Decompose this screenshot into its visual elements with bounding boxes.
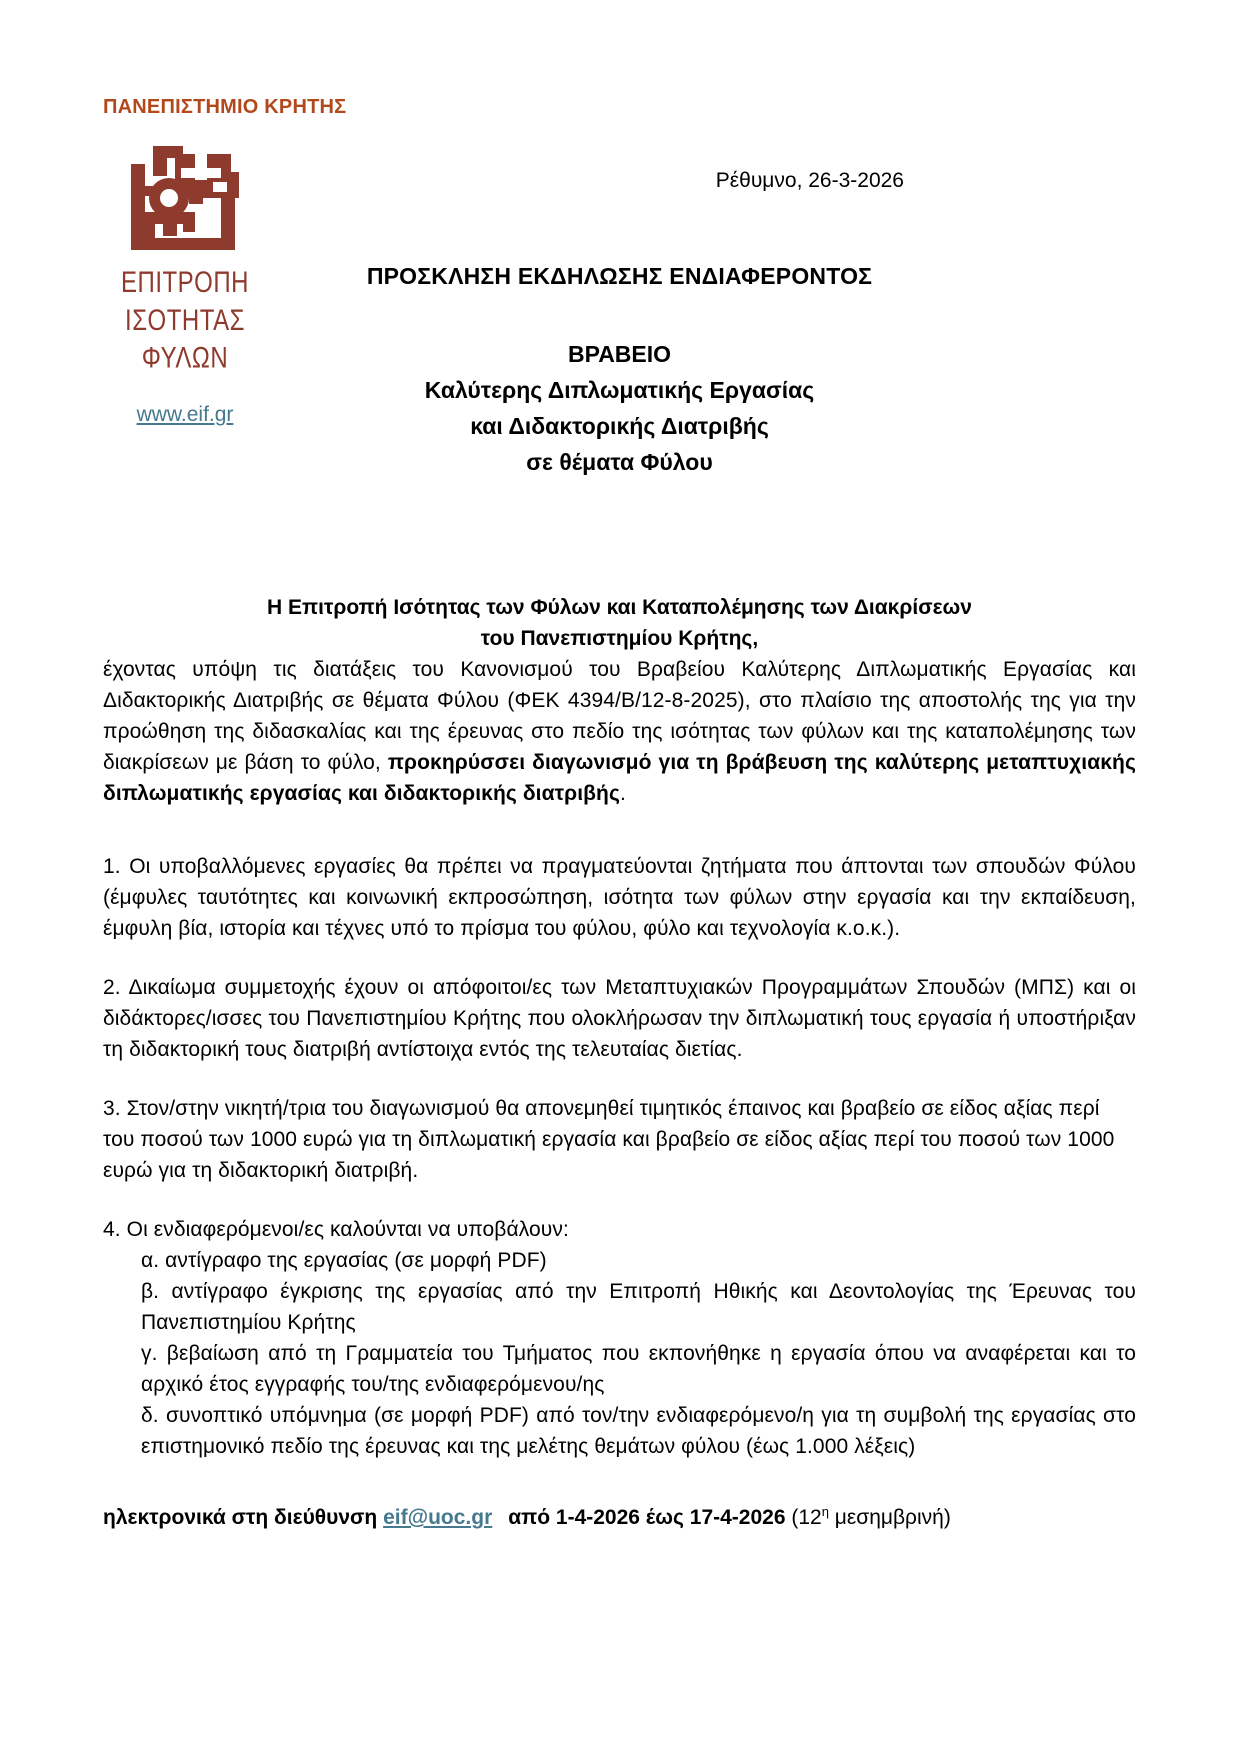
subtitle-line-4: σε θέματα Φύλου — [526, 449, 713, 475]
item-4-sub-list — [103, 1245, 1136, 1462]
date-line: Ρέθυμνο, 26-3-2026 — [715, 169, 904, 192]
logo-block — [118, 146, 252, 427]
sub-item-a: α. αντίγραφο της εργασίας (σε μορφή PDF) — [141, 1249, 547, 1272]
email-link[interactable]: eif@uoc.gr — [383, 1506, 493, 1529]
logo-caption-line-2: ΙΣΟΤΗΤΑΣ — [125, 304, 245, 338]
numbered-item-2: 2. Δικαίωμα συμμετοχής έχουν οι απόφοιτοι/ες των Μεταπτυχιακών Προγραμμάτων Σπουδών (ΜΠΣ) και οι διδάκτορες/ισσες του Πανεπιστημίου Κρήτης που ολοκλήρωσαν την διπλωματική τους εργασία ή υποστήριξαν τη διδακτορική τους διατριβή αντίστοιχα εντός της τελευταίας διετίας. — [103, 976, 1136, 1061]
eif-maze-logo-icon — [124, 146, 246, 254]
footer-prefix: ηλεκτρονικά στη διεύθυνση — [103, 1506, 384, 1529]
submission-footer-line — [103, 1496, 1136, 1533]
sub-item-d: δ. συνοπτικό υπόμνημα (σε μορφή PDF) από τον/την ενδιαφερόμενο/η για τη συμβολή της εργασίας στο επιστημονικό πεδίο της έρευνας και της μελέτης θεμάτων φύλου (έως 1.000 λέξεις) — [141, 1404, 1136, 1458]
subtitle-line-1: ΒΡΑΒΕΙΟ — [567, 341, 672, 367]
document-title: ΠΡΟΣΚΛΗΣΗ ΕΚΔΗΛΩΣΗΣ ΕΝΔΙΑΦΕΡΟΝΤΟΣ — [366, 263, 873, 289]
footer-tail-open: (12 — [785, 1506, 822, 1529]
committee-heading-line-2: του Πανεπιστημίου Κρήτης, — [480, 627, 759, 650]
logo-caption-line-3: ΦΥΛΩΝ — [141, 342, 229, 376]
footer-dates: από 1-4-2026 έως 17-4-2026 — [508, 1506, 786, 1529]
intro-regular-text: έχοντας υπόψη τις διατάξεις του Κανονισμού του Βραβείου Καλύτερης Διπλωματικής Εργασίας και Διδακτορικής Διατριβής σε θέματα Φύλου (ΦΕΚ 4394/Β/12-8-2025), στο πλαίσιο της αποστολής της για την προώθηση της διδασκαλίας και της έρευνας στο πεδίο της ισότητας των φύλων και της καταπολέμησης των διακρίσεων με βάση το φύλο, — [103, 658, 1136, 774]
committee-heading-line-1: Η Επιτροπή Ισότητας των Φύλων και Καταπολέμησης των Διακρίσεων — [267, 596, 972, 619]
university-name: ΠΑΝΕΠΙΣΤΗΜΙΟ ΚΡΗΤΗΣ — [103, 96, 347, 118]
intro-bold-text: προκηρύσσει διαγωνισμό για τη βράβευση της καλύτερης μεταπτυχιακής διπλωματικής εργασίας και διδακτορικής διατριβής — [103, 751, 1136, 805]
intro-paragraph — [103, 654, 1136, 809]
logo-caption — [118, 264, 252, 377]
subtitle-line-3: και Διδακτορικής Διατριβής — [470, 413, 769, 439]
intro-tail-text: . — [620, 782, 626, 805]
sub-item-c: γ. βεβαίωση από τη Γραμματεία του Τμήματος που εκπονήθηκε η εργασία όπου να αναφέρεται και το αρχικό έτος εγγραφής του/της ενδιαφερόμενου/ης — [141, 1342, 1136, 1396]
sub-item-b: β. αντίγραφο έγκρισης της εργασίας από την Επιτροπή Ηθικής και Δεοντολογίας της Έρευνας του Πανεπιστημίου Κρήτης — [141, 1280, 1136, 1334]
website-link[interactable]: www.eif.gr — [136, 403, 234, 426]
footer-tail-close: μεσημβρινή) — [828, 1506, 951, 1529]
logo-caption-line-1: ΕΠΙΤΡΟΠΗ — [120, 266, 249, 300]
committee-heading — [103, 592, 1136, 654]
numbered-item-4-lead: 4. Οι ενδιαφερόμενοι/ες καλούνται να υποβάλουν: — [103, 1218, 569, 1241]
document-subtitle — [103, 336, 1136, 480]
subtitle-line-2: Καλύτερης Διπλωματικής Εργασίας — [424, 377, 815, 403]
footer-superscript: η — [821, 1504, 829, 1519]
numbered-item-3: 3. Στον/στην νικητή/τρια του διαγωνισμού θα απονεμηθεί τιμητικός έπαινος και βραβείο σε είδος αξίας περί του ποσού των 1000 ευρώ για τη διπλωματική εργασία και βραβείο σε είδος αξίας περί του ποσού των 1000 ευρώ για τη διδακτορική διατριβή. — [103, 1097, 1115, 1182]
numbered-item-1: 1. Οι υποβαλλόμενες εργασίες θα πρέπει να πραγματεύονται ζητήματα που άπτονται των σπουδών Φύλου (έμφυλες ταυτότητες και κοινωνική εκπροσώπηση, ισότητα των φύλων στην εργασία και την εκπαίδευση, έμφυλη βία, ιστορία και τέχνες υπό το πρίσμα του φύλου, φύλο και τεχνολογία κ.ο.κ.). — [103, 855, 1136, 940]
